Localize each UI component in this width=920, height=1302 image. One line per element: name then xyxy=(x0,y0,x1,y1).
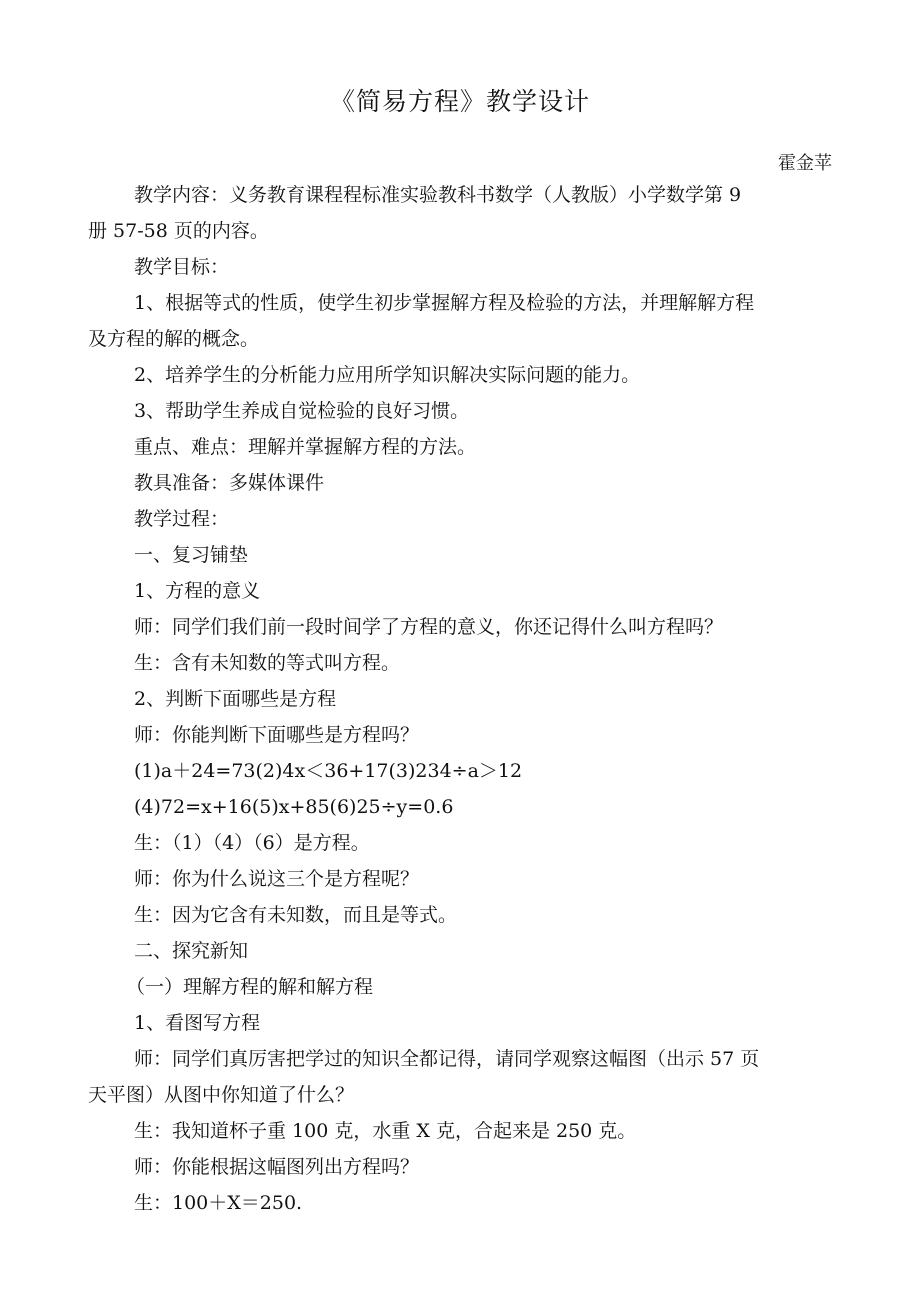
item-meaning-of-equation: 1、方程的意义 xyxy=(134,580,261,602)
paragraph-materials: 教具准备：多媒体课件 xyxy=(134,472,325,494)
document-body xyxy=(88,177,832,1221)
paragraph-goal-1-cont: 及方程的解的概念。 xyxy=(88,328,260,350)
dialog-teacher-1: 师：同学们我们前一段时间学了方程的意义，你还记得什么叫方程吗？ xyxy=(134,616,724,638)
paragraph-teaching-content: 教学内容：义务教育课程程标准实验教科书数学（人教版）小学数学第 9 xyxy=(134,184,742,206)
paragraph-key-points: 重点、难点：理解并掌握解方程的方法。 xyxy=(134,436,477,458)
dialog-student-2: 生：（1）（4）（6）是方程。 xyxy=(134,832,370,854)
dialog-teacher-5: 师：你能根据这幅图列出方程吗？ xyxy=(134,1156,420,1178)
paragraph-process: 教学过程： xyxy=(134,508,230,530)
expression-line-1: (1)a＋24=73(2)4x＜36+17(3)234÷a＞12 xyxy=(134,760,523,782)
item-judge-equations: 2、判断下面哪些是方程 xyxy=(134,688,337,710)
item-write-equation: 1、看图写方程 xyxy=(134,1012,261,1034)
dialog-student-4: 生：我知道杯子重 100 克，水重 X 克，合起来是 250 克。 xyxy=(134,1120,637,1142)
section-heading-explore: 二、探究新知 xyxy=(134,940,249,962)
subsection-heading-solutions: （一）理解方程的解和解方程 xyxy=(126,976,374,998)
dialog-teacher-3: 师：你为什么说这三个是方程呢？ xyxy=(134,868,420,890)
dialog-teacher-2: 师：你能判断下面哪些是方程吗？ xyxy=(134,724,420,746)
author-name: 霍金苹 xyxy=(778,153,832,174)
paragraph-goal-3: 3、帮助学生养成自觉检验的良好习惯。 xyxy=(134,400,470,422)
paragraph-teaching-content-cont: 册 57-58 页的内容。 xyxy=(88,220,269,242)
document-title: 《简易方程》教学设计 xyxy=(329,87,590,116)
paragraph-goal-2: 2、培养学生的分析能力应用所学知识解决实际问题的能力。 xyxy=(134,364,641,386)
dialog-teacher-4: 师：同学们真厉害把学过的知识全都记得，请同学观察这幅图（出示 57 页 xyxy=(134,1048,760,1070)
dialog-student-3: 生：因为它含有未知数，而且是等式。 xyxy=(134,904,458,926)
paragraph-goals-heading: 教学目标： xyxy=(134,256,230,278)
dialog-teacher-4-cont: 天平图）从图中你知道了什么？ xyxy=(88,1084,355,1106)
section-heading-review: 一、复习铺垫 xyxy=(134,544,249,566)
expression-line-2: (4)72=x+16(5)x+85(6)25÷y=0.6 xyxy=(134,796,454,818)
dialog-student-1: 生：含有未知数的等式叫方程。 xyxy=(134,652,401,674)
paragraph-goal-1: 1、根据等式的性质，使学生初步掌握解方程及检验的方法，并理解解方程 xyxy=(134,292,755,314)
dialog-student-5: 生：100＋X＝250. xyxy=(134,1192,303,1214)
